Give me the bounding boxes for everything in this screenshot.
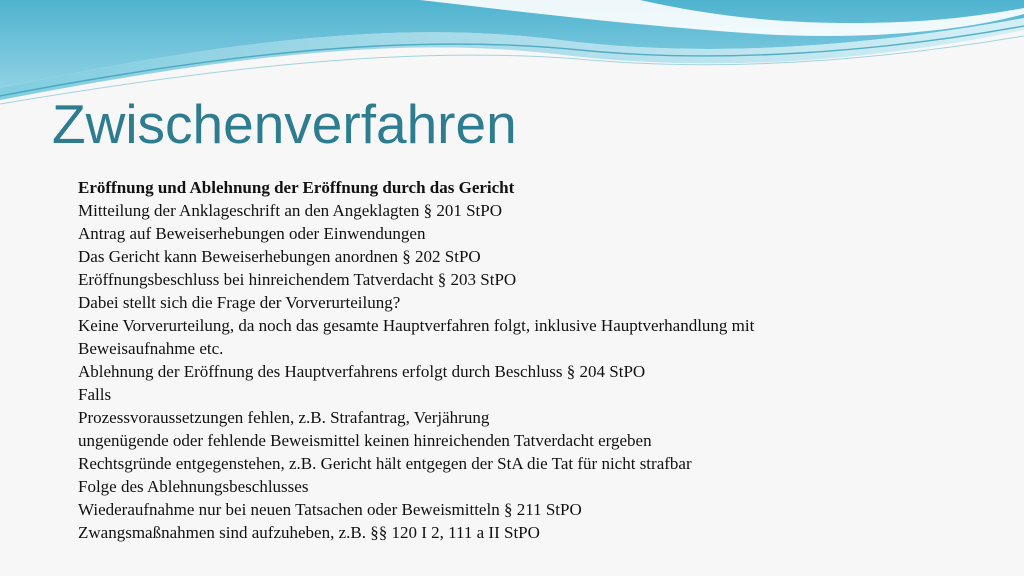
body-line: Ablehnung der Eröffnung des Hauptverfahrens erfolgt durch Beschluss § 204 StPO <box>78 362 646 381</box>
body-line: Folge des Ablehnungsbeschlusses <box>78 477 309 496</box>
body-line: Eröffnung und Ablehnung der Eröffnung durch das Gericht <box>78 178 515 197</box>
body-line: Beweisaufnahme etc. <box>78 339 224 358</box>
body-line: Prozessvoraussetzungen fehlen, z.B. Strafantrag, Verjährung <box>78 408 490 427</box>
body-line: Antrag auf Beweiserhebungen oder Einwendungen <box>78 224 426 243</box>
slide-title: Zwischenverfahren <box>52 93 517 155</box>
body-line: Falls <box>78 385 112 404</box>
body-line: Keine Vorverurteilung, da noch das gesamte Hauptverfahren folgt, inklusive Hauptverhandlung mit <box>78 316 755 335</box>
body-line: ungenügende oder fehlende Beweismittel keinen hinreichenden Tatverdacht ergeben <box>78 431 652 450</box>
body-line: Wiederaufnahme nur bei neuen Tatsachen oder Beweismitteln § 211 StPO <box>78 500 582 519</box>
body-line: Rechtsgründe entgegenstehen, z.B. Gericht hält entgegen der StA die Tat für nicht strafbar <box>78 454 692 473</box>
body-line: Dabei stellt sich die Frage der Vorverurteilung? <box>78 293 401 312</box>
body-line: Eröffnungsbeschluss bei hinreichendem Tatverdacht § 203 StPO <box>78 270 517 289</box>
body-line: Das Gericht kann Beweiserhebungen anordnen § 202 StPO <box>78 247 481 266</box>
slide-body-text <box>78 176 978 544</box>
body-line: Mitteilung der Anklageschrift an den Angeklagten § 201 StPO <box>78 201 502 220</box>
body-line: Zwangsmaßnahmen sind aufzuheben, z.B. §§ 120 I 2, 111 a II StPO <box>78 523 540 542</box>
